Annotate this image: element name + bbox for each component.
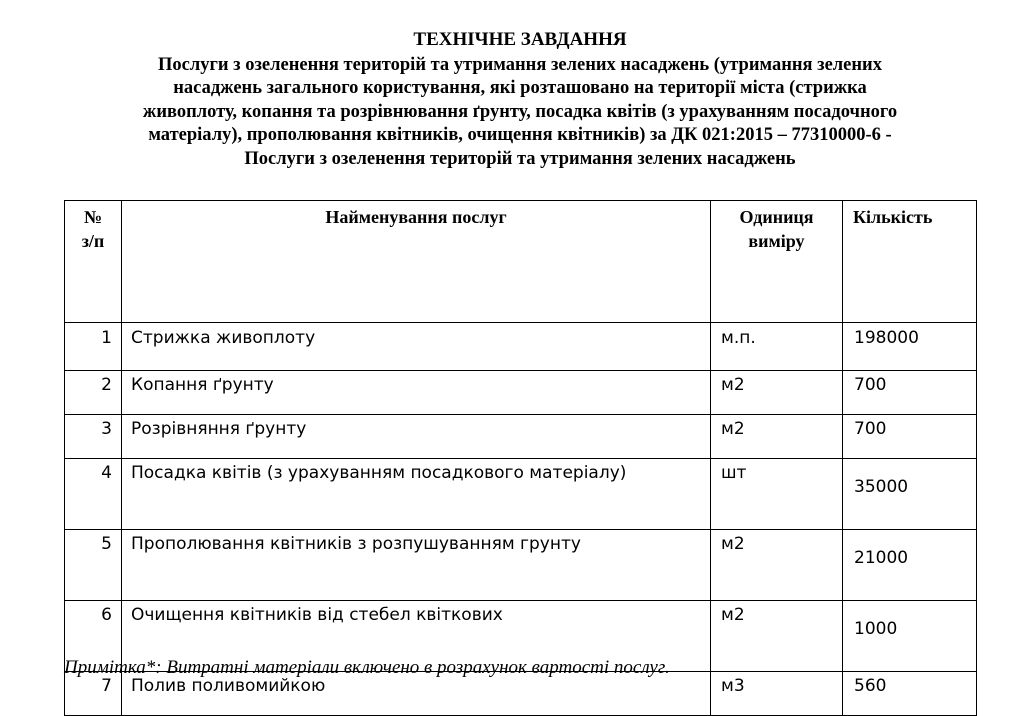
table-row <box>65 415 977 459</box>
row-quantity: 700 <box>843 415 977 459</box>
subtitle-line: Послуги з озеленення територій та утримання зелених насаджень <box>244 148 796 169</box>
header-num-line2: з/п <box>81 231 105 251</box>
row-unit: шт <box>711 459 843 530</box>
header-unit-line1: Одиниця <box>739 207 814 227</box>
table-row <box>65 459 977 530</box>
header-num-line1: № <box>83 207 103 227</box>
table-row <box>65 323 977 371</box>
row-service-name: Очищення квітників від стебел квіткових <box>122 601 711 672</box>
row-num: 2 <box>65 371 122 415</box>
row-unit: м2 <box>711 415 843 459</box>
subtitle-line: Послуги з озеленення територій та утримання зелених насаджень (утримання зелених <box>158 54 882 75</box>
row-unit: м3 <box>711 672 843 716</box>
subtitle-line: насаджень загального користування, які розташовано на території міста (стрижка <box>173 78 867 98</box>
row-quantity: 560 <box>843 672 977 716</box>
row-service-name: Полив поливомийкою <box>122 672 711 716</box>
row-num: 5 <box>65 530 122 601</box>
row-unit: м2 <box>711 601 843 672</box>
services-table <box>64 200 977 716</box>
footnote: Примітка*: Витратні матеріали включено в розрахунок вартості послуг. <box>64 657 670 678</box>
row-service-name: Розрівняння ґрунту <box>122 415 711 459</box>
document-header <box>60 28 980 171</box>
row-service-name: Копання ґрунту <box>122 371 711 415</box>
row-service-name: Прополювання квітників з розпушуванням грунту <box>122 530 711 601</box>
row-quantity: 700 <box>843 371 977 415</box>
row-num: 1 <box>65 323 122 371</box>
row-unit: м2 <box>711 530 843 601</box>
document-title: ТЕХНІЧНЕ ЗАВДАННЯ <box>413 29 627 50</box>
row-service-name: Стрижка живоплоту <box>122 323 711 371</box>
table-row <box>65 371 977 415</box>
header-unit-line2: виміру <box>748 231 805 251</box>
table-header-row <box>65 201 977 323</box>
subtitle-line: матеріалу), прополювання квітників, очищення квітників) за ДК 021:2015 – 77310000-6 - <box>148 125 892 145</box>
row-quantity: 198000 <box>843 323 977 371</box>
header-num <box>65 201 122 323</box>
row-service-name: Посадка квітів (з урахуванням посадкового матеріалу) <box>122 459 711 530</box>
row-num: 6 <box>65 601 122 672</box>
row-num: 4 <box>65 459 122 530</box>
table-row <box>65 530 977 601</box>
row-quantity: 35000 <box>843 459 977 530</box>
header-unit <box>711 201 843 323</box>
row-unit: м2 <box>711 371 843 415</box>
row-num: 7 <box>65 672 122 716</box>
header-name: Найменування послуг <box>122 201 711 323</box>
row-unit: м.п. <box>711 323 843 371</box>
subtitle-line: живоплоту, копання та розрівнювання ґрунту, посадка квітів (з урахуванням посадочного <box>142 101 898 122</box>
row-quantity: 21000 <box>843 530 977 601</box>
row-quantity: 1000 <box>843 601 977 672</box>
row-num: 3 <box>65 415 122 459</box>
header-qty: Кількість <box>843 201 977 323</box>
